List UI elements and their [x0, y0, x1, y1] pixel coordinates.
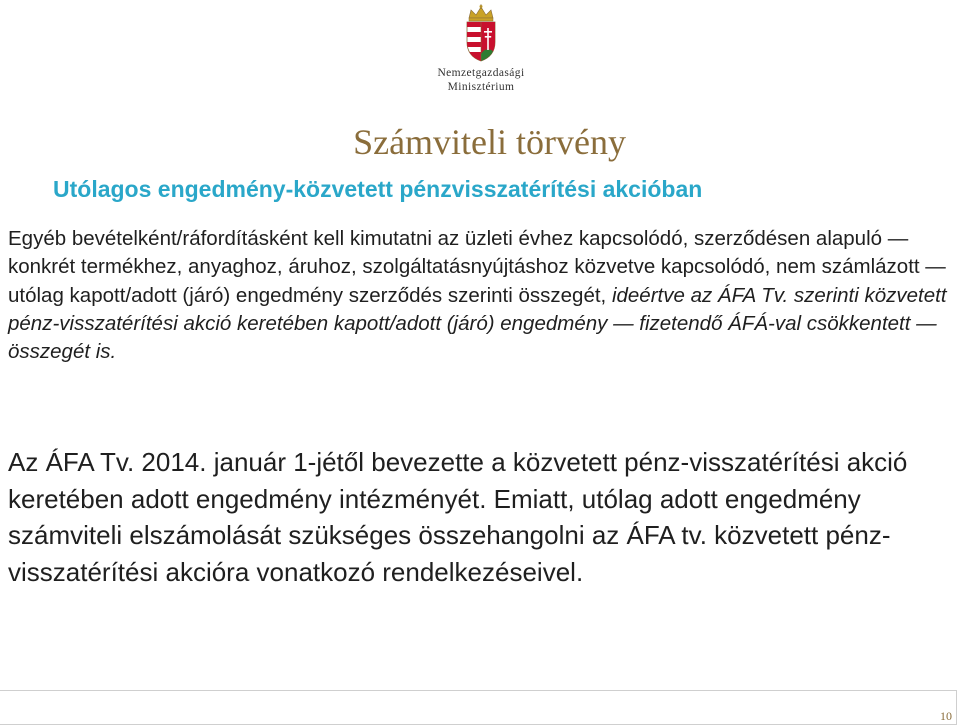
page-number: 10: [940, 709, 952, 723]
ministry-name-line2: Minisztérium: [447, 81, 515, 93]
slide-subtitle: Utólagos engedmény-közvetett pénzvisszatérítési akcióban: [53, 176, 703, 202]
slide-title: Számviteli törvény: [353, 122, 626, 162]
coat-of-arms-icon: [461, 4, 501, 62]
paragraph-accounting-rule-main: Egyéb bevételként/ráfordításként kell kimutatni az üzleti évhez kapcsolódó, szerződésen alapuló — konkrét termékhez, anyaghoz, áruhoz, szolgáltatásnyújtáshoz közvetve kapcsolódó, nem számlázott — utólag kapott/adott (járó) engedmény szerződés szerinti összegét,: [8, 227, 946, 307]
paragraph-vat-change: Az ÁFA Tv. 2014. január 1-jétől bevezette a közvetett pénz-visszatérítési akció keretében adott engedmény intézményét. Emiatt, utólag adott engedmény számviteli elszámolását szükséges összehangolni az ÁFA tv. közvetett pénz-visszatérítési akcióra vonatkozó rendelkezéseivel.: [8, 447, 908, 587]
paragraph-accounting-rule-italic: ideértve az ÁFA Tv. szerinti közvetett pénz-visszatérítési akció keretében kapott/adott (járó) engedmény — fizetendő ÁFÁ-val csökkentett — összegét is.: [8, 283, 947, 364]
ministry-name-line1: Nemzetgazdasági: [437, 67, 525, 79]
ministry-logo: [420, 4, 542, 100]
paragraph-accounting-rule: [8, 225, 953, 366]
ministry-name: [420, 66, 542, 94]
footer-frame: [0, 690, 957, 725]
